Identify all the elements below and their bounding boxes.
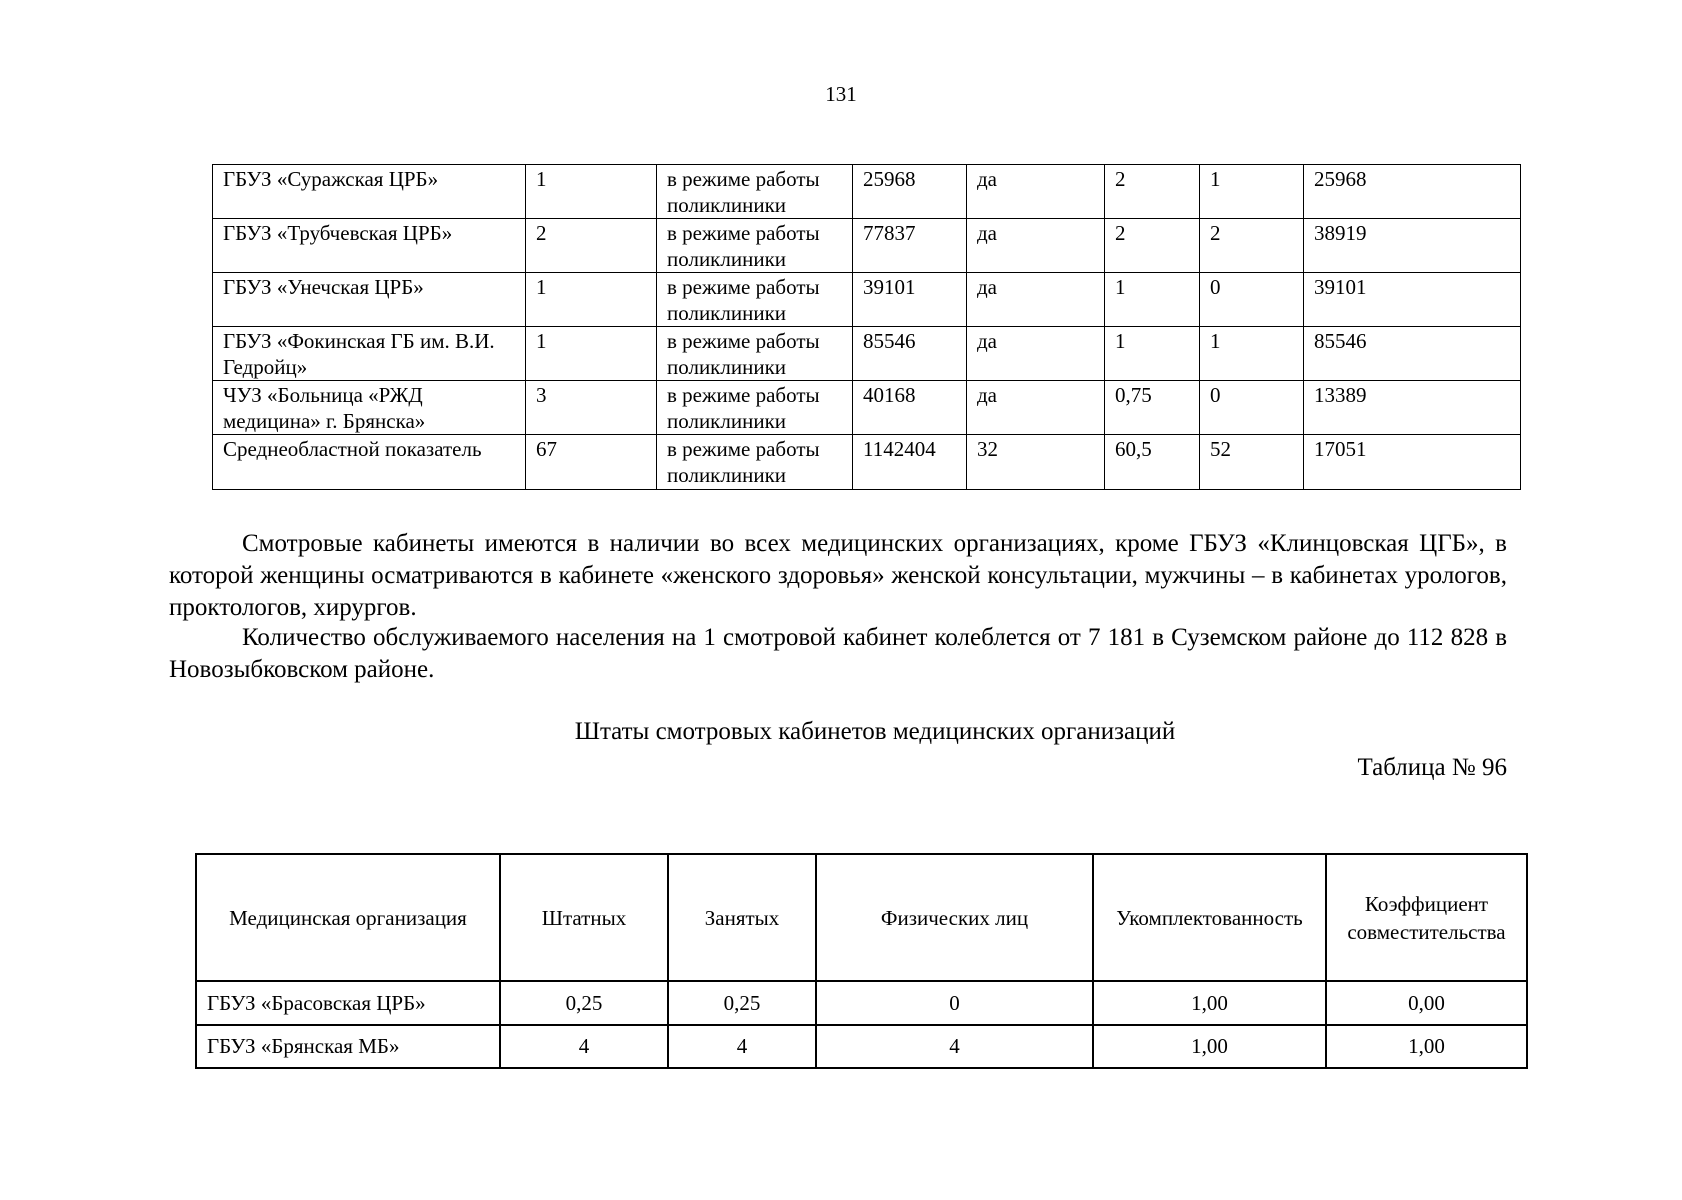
population-cell: 39101 [853,273,967,327]
count-cell: 1 [526,327,657,381]
table-row [213,381,1521,435]
availability-cell: да [967,165,1105,219]
page-number: 131 [825,82,857,106]
individuals-cell: 0 [816,981,1093,1025]
positions-cell: 1 [1105,327,1200,381]
org-cell: Среднеобластной показатель [213,435,526,490]
availability-cell: да [967,219,1105,273]
availability-cell: 32 [967,435,1105,490]
persons-cell: 1 [1200,327,1304,381]
staff-cell: 0,25 [500,981,668,1025]
org-cell: ГБУЗ «Суражская ЦРБ» [213,165,526,219]
coefficient-cell: 1,00 [1326,1025,1527,1068]
table-row [213,165,1521,219]
org-cell: ГБУЗ «Трубчевская ЦРБ» [213,219,526,273]
individuals-cell: 4 [816,1025,1093,1068]
org-cell: ЧУЗ «Больница «РЖД медицина» г. Брянска» [213,381,526,435]
table-header-row [196,854,1527,981]
column-header: Укомплектованность [1093,854,1326,981]
org-cell: ГБУЗ «Унечская ЦРБ» [213,273,526,327]
persons-cell: 0 [1200,381,1304,435]
org-cell: ГБУЗ «Брянская МБ» [196,1025,500,1068]
positions-cell: 1 [1105,273,1200,327]
org-cell: ГБУЗ «Брасовская ЦРБ» [196,981,500,1025]
per-cabinet-cell: 38919 [1304,219,1521,273]
column-header: Коэффициент совместительства [1326,854,1527,981]
staff-cell: 4 [500,1025,668,1068]
population-cell: 1142404 [853,435,967,490]
mode-cell: в режиме работы поликлиники [657,165,853,219]
column-header: Штатных [500,854,668,981]
mode-cell: в режиме работы поликлиники [657,273,853,327]
table-row [213,435,1521,490]
persons-cell: 0 [1200,273,1304,327]
persons-cell: 52 [1200,435,1304,490]
paragraph-population-range [169,622,1507,686]
table-caption: Штаты смотровых кабинетов медицинских организаций [574,718,1176,745]
mode-cell: в режиме работы поликлиники [657,381,853,435]
table-row [196,981,1527,1025]
positions-cell: 60,5 [1105,435,1200,490]
table-row [213,327,1521,381]
persons-cell: 2 [1200,219,1304,273]
cabinets-table-continued [212,164,1521,490]
column-header: Физических лиц [816,854,1093,981]
count-cell: 67 [526,435,657,490]
population-cell: 85546 [853,327,967,381]
paragraph-text: Количество обслуживаемого населения на 1 смотровой кабинет колеблется от 7 181 в Суземском районе до 112 828 в Новозыбковском районе. [169,624,1507,683]
mode-cell: в режиме работы поликлиники [657,435,853,490]
paragraph-text: Смотровые кабинеты имеются в наличии во всех медицинских организациях, кроме ГБУЗ «Клинцовская ЦГБ», в которой женщины осматриваются в кабинете «женского здоровья» женской консультации, мужчины – в кабинетах урологов, проктологов, хирургов. [169,530,1507,621]
table-row [196,1025,1527,1068]
positions-cell: 2 [1105,219,1200,273]
table-row [213,219,1521,273]
availability-cell: да [967,381,1105,435]
per-cabinet-cell: 85546 [1304,327,1521,381]
positions-cell: 0,75 [1105,381,1200,435]
population-cell: 40168 [853,381,967,435]
staffing-table [195,853,1528,1069]
availability-cell: да [967,273,1105,327]
mode-cell: в режиме работы поликлиники [657,327,853,381]
per-cabinet-cell: 13389 [1304,381,1521,435]
paragraph-exception [169,528,1507,624]
persons-cell: 1 [1200,165,1304,219]
count-cell: 1 [526,165,657,219]
per-cabinet-cell: 25968 [1304,165,1521,219]
table-number: Таблица № 96 [1357,754,1507,781]
per-cabinet-cell: 17051 [1304,435,1521,490]
table-row [213,273,1521,327]
population-cell: 77837 [853,219,967,273]
org-cell: ГБУЗ «Фокинская ГБ им. В.И. Гедройц» [213,327,526,381]
count-cell: 3 [526,381,657,435]
staffing-cell: 1,00 [1093,1025,1326,1068]
per-cabinet-cell: 39101 [1304,273,1521,327]
column-header: Медицинская организация [196,854,500,981]
count-cell: 1 [526,273,657,327]
availability-cell: да [967,327,1105,381]
count-cell: 2 [526,219,657,273]
positions-cell: 2 [1105,165,1200,219]
occupied-cell: 0,25 [668,981,816,1025]
column-header: Занятых [668,854,816,981]
population-cell: 25968 [853,165,967,219]
coefficient-cell: 0,00 [1326,981,1527,1025]
mode-cell: в режиме работы поликлиники [657,219,853,273]
occupied-cell: 4 [668,1025,816,1068]
staffing-cell: 1,00 [1093,981,1326,1025]
